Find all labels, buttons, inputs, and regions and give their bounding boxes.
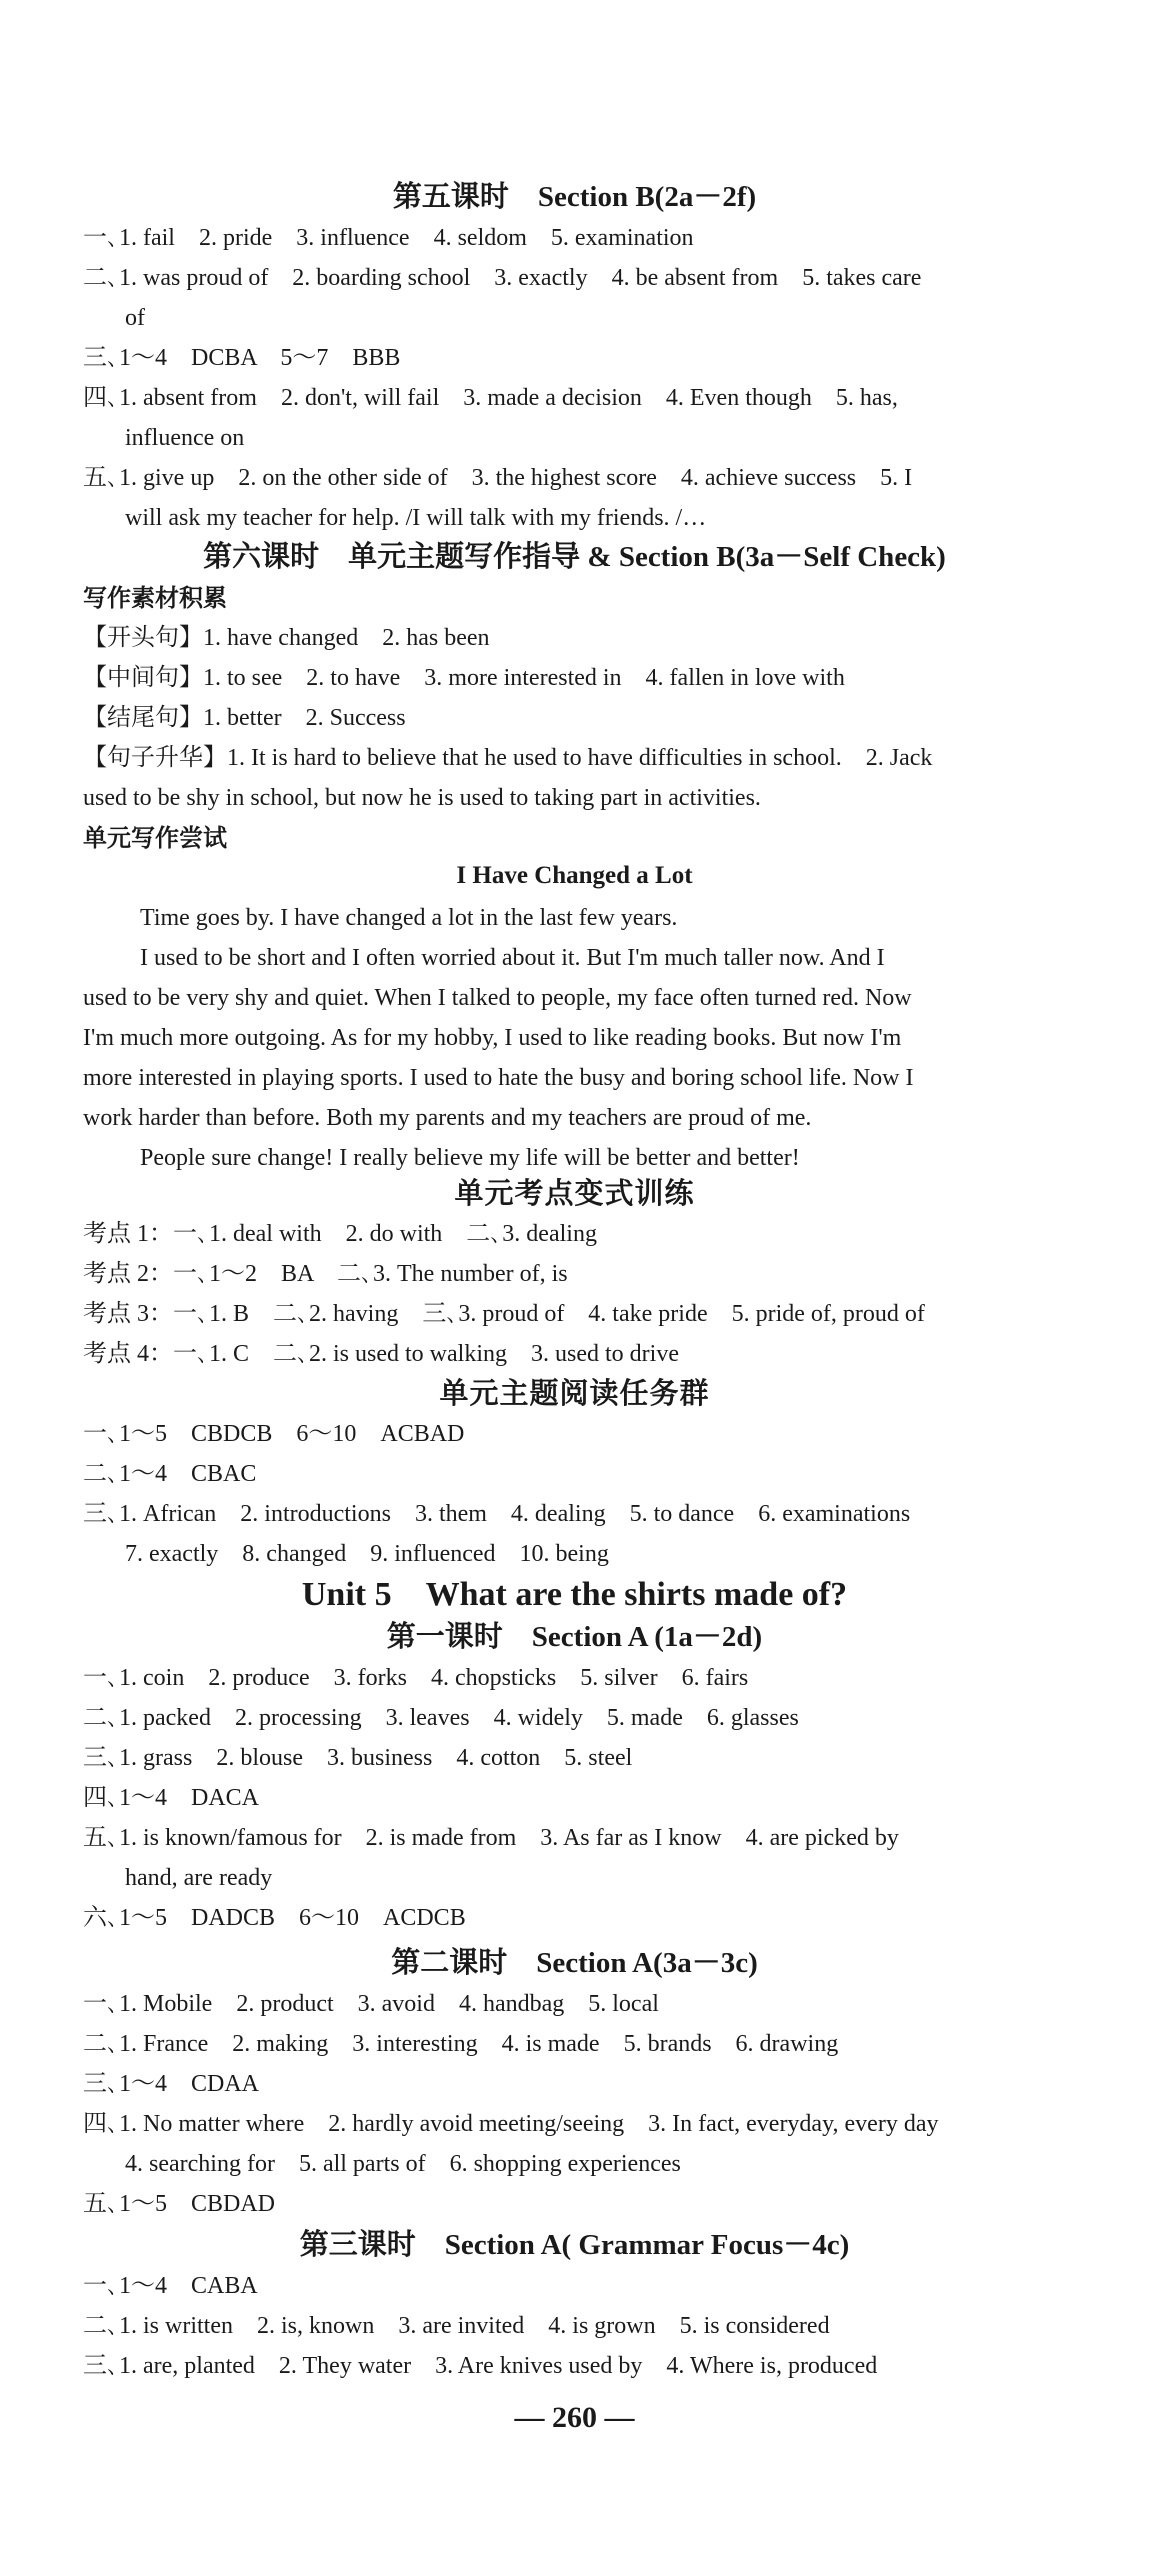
answer-line: 考点 3：一､1. B 二､2. having 三､3. proud of 4. take pride 5. pride of, proud of [83, 1301, 925, 1327]
answer-line: 六､1～5 DADCB 6～10 ACDCB [83, 1905, 466, 1931]
answer-line: 二､1. France 2. making 3. interesting 4. is made 5. brands 6. drawing [83, 2031, 839, 2057]
answer-line: 四､1. absent from 2. don't, will fail 3. made a decision 4. Even though 5. has, [83, 385, 898, 411]
answer-line: 二､1. was proud of 2. boarding school 3. exactly 4. be absent from 5. takes care [83, 265, 922, 291]
answer-line: 四､1～4 DACA [83, 1785, 260, 1811]
answer-line: 考点 2：一､1～2 BA 二､3. The number of, is [83, 1261, 568, 1287]
answer-line: will ask my teacher for help. /I will talk with my friends. /… [125, 505, 707, 531]
answer-line: 四､1. No matter where 2. hardly avoid meeting/seeing 3. In fact, everyday, every day [83, 2111, 939, 2137]
answer-line: 一､1. Mobile 2. product 3. avoid 4. handbag 5. local [83, 1991, 659, 2017]
answer-line: used to be shy in school, but now he is used to taking part in activities. [83, 785, 761, 811]
answer-line: 三､1. African 2. introductions 3. them 4. dealing 5. to dance 6. examinations [83, 1501, 911, 1527]
answer-line: 三､1. grass 2. blouse 3. business 4. cotton 5. steel [83, 1745, 633, 1771]
answer-line: 二､1～4 CBAC [83, 1461, 257, 1487]
answer-line: 7. exactly 8. changed 9. influenced 10. being [125, 1541, 609, 1567]
answer-line: 【句子升华】1. It is hard to believe that he used to have difficulties in school. 2. Jack [83, 745, 933, 771]
answer-line: 二､1. is written 2. is, known 3. are invited 4. is grown 5. is considered [83, 2313, 830, 2339]
answer-line: 考点 4：一､1. C 二､2. is used to walking 3. used to drive [83, 1341, 679, 1367]
essay-title: I Have Changed a Lot [456, 862, 693, 889]
answer-line: 【中间句】1. to see 2. to have 3. more interested in 4. fallen in love with [83, 665, 845, 691]
answer-line: 三､1. are, planted 2. They water 3. Are knives used by 4. Where is, produced [83, 2353, 878, 2379]
answer-line: 五､1～5 CBDAD [83, 2191, 276, 2217]
reading-heading: 单元主题阅读任务群 [439, 1376, 710, 1410]
writing-material-subheading: 写作素材积累 [83, 584, 227, 612]
essay-line: more interested in playing sports. I used to hate the busy and boring school life. Now I [83, 1065, 914, 1091]
answer-line: 一､1. fail 2. pride 3. influence 4. seldom 5. examination [83, 225, 694, 251]
answer-line: 一､1～5 CBDCB 6～10 ACBAD [83, 1421, 465, 1447]
essay-line: I used to be short and I often worried about it. But I'm much taller now. And I [140, 945, 885, 971]
lesson1-heading: 第一课时 Section A (1a－2d) [386, 1621, 763, 1653]
answer-line: of [125, 305, 145, 331]
essay-line: Time goes by. I have changed a lot in the last few years. [140, 905, 678, 931]
answer-line: 二､1. packed 2. processing 3. leaves 4. widely 5. made 6. glasses [83, 1705, 799, 1731]
lesson3-heading: 第三课时 Section A( Grammar Focus－4c) [299, 2229, 850, 2261]
answer-line: 五､1. is known/famous for 2. is made from 3. As far as I know 4. are picked by [83, 1825, 899, 1851]
answer-line: 考点 1：一､1. deal with 2. do with 二､3. dealing [83, 1221, 597, 1247]
lesson5-heading: 第五课时 Section B(2a－2f) [392, 181, 757, 213]
answer-line: 三､1～4 DCBA 5～7 BBB [83, 345, 401, 371]
unit-heading: Unit 5 What are the shirts made of? [301, 1576, 848, 1613]
answer-line: 三､1～4 CDAA [83, 2071, 260, 2097]
essay-line: used to be very shy and quiet. When I talked to people, my face often turned red. Now [83, 985, 912, 1011]
answer-line: 4. searching for 5. all parts of 6. shopping experiences [125, 2151, 681, 2177]
essay-line: People sure change! I really believe my life will be better and better! [140, 1145, 800, 1171]
page-number: — 260 — [514, 2401, 635, 2434]
answer-line: 【结尾句】1. better 2. Success [83, 705, 406, 731]
answer-line: influence on [125, 425, 245, 451]
answer-line: hand, are ready [125, 1865, 273, 1891]
answer-line: 一､1. coin 2. produce 3. forks 4. chopsticks 5. silver 6. fairs [83, 1665, 749, 1691]
writing-attempt-subheading: 单元写作尝试 [83, 824, 227, 852]
answer-line: 五､1. give up 2. on the other side of 3. the highest score 4. achieve success 5. I [83, 465, 913, 491]
lesson2-heading: 第二课时 Section A(3a－3c) [391, 1947, 758, 1979]
lesson6-heading: 第六课时 单元主题写作指导 & Section B(3a－Self Check) [203, 541, 946, 573]
essay-line: work harder than before. Both my parents and my teachers are proud of me. [83, 1105, 812, 1131]
answer-line: 一､1～4 CABA [83, 2273, 258, 2299]
answer-line: 【开头句】1. have changed 2. has been [83, 625, 490, 651]
keypoint-heading: 单元考点变式训练 [454, 1176, 695, 1210]
essay-line: I'm much more outgoing. As for my hobby, I used to like reading books. But now I'm [83, 1025, 902, 1051]
